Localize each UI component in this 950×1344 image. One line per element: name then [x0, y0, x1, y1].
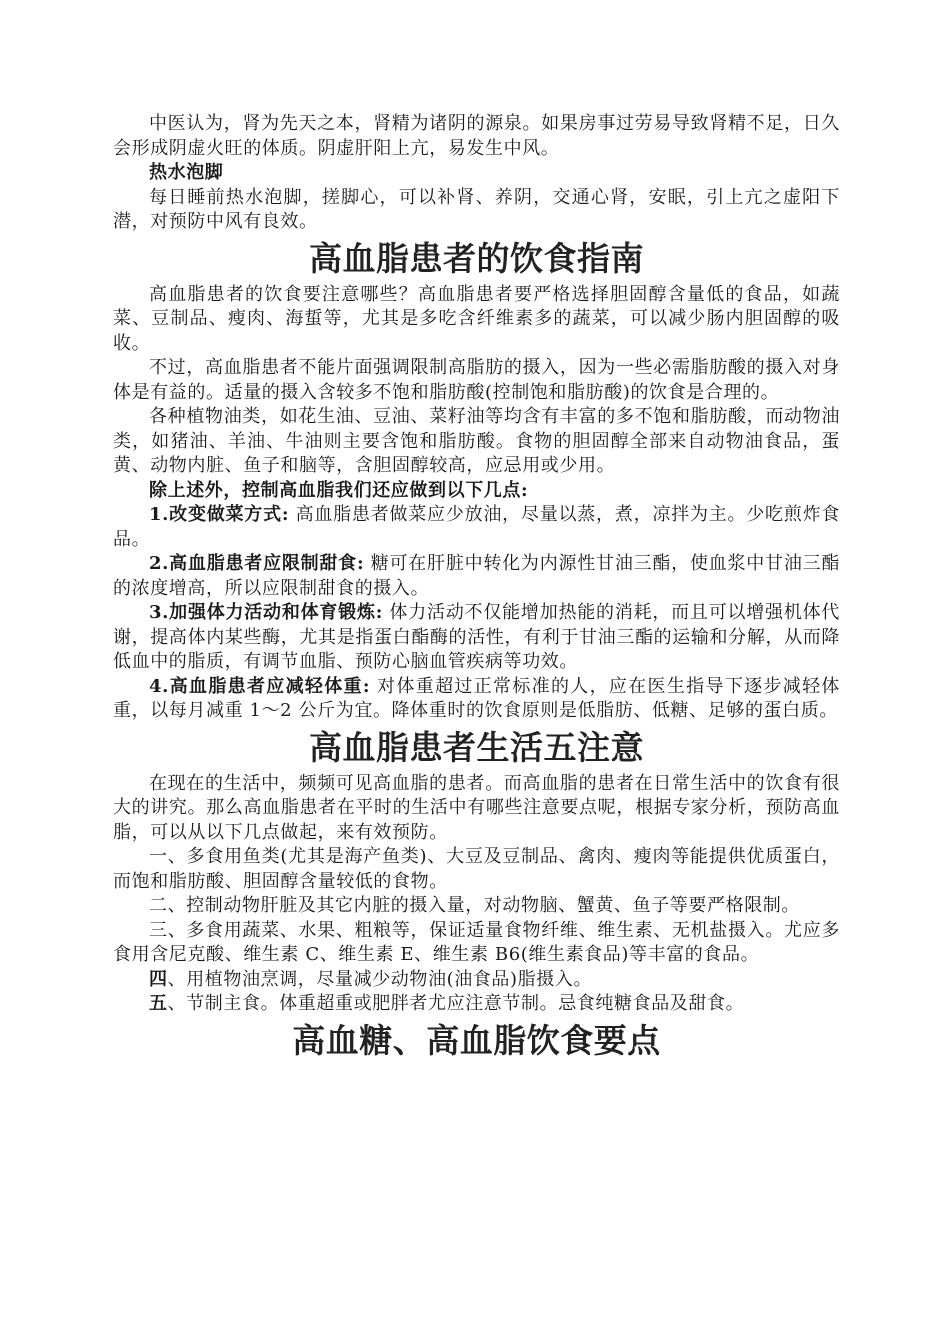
diet-point-2-text: 糖可在肝脏中转化为内源性甘油三酯，使血浆中甘油三酯的浓度增高，所以应限制甜食的摄入。: [113, 553, 840, 599]
diet-guide-paragraph-1: 高血脂患者的饮食要注意哪些？高血脂患者要严格选择胆固醇含量低的食品，如蔬菜、豆制品、瘦肉、海蜇等，尤其是多吃含纤维素多的蔬菜，可以减少肠内胆固醇的吸收。: [113, 283, 840, 354]
five-notes-item-1-lead: 一: [149, 846, 168, 867]
five-notes-item-4: [113, 968, 840, 993]
section-title-diet-guide: 高血脂患者的饮食指南: [309, 238, 644, 278]
five-notes-item-3: [113, 919, 840, 968]
diet-guide-paragraph-3: 各种植物油类，如花生油、豆油、菜籽油等均含有丰富的多不饱和脂肪酸，而动物油类，如猪油、羊油、牛油则主要含饱和脂肪酸。食物的胆固醇全部来自动物油食品，蛋黄、动物内脏、鱼子和脑等，含胆固醇较高，应忌用或少用。: [113, 406, 840, 476]
five-notes-item-4-text: 、用植物油烹调，尽量减少动物油(油食品)脂摄入。: [167, 968, 593, 990]
diet-point-3: [113, 601, 840, 675]
diet-point-1-text: 高血脂患者做菜应少放油，尽量以蒸，煮，凉拌为主。少吃煎炸食品。: [113, 504, 840, 550]
five-notes-paragraph-1: 在现在的生活中，频频可见高血脂的患者。而高血脂的患者在日常生活中的饮食有很大的讲究。那么高血脂患者在平时的生活中有哪些注意要点呢，根据专家分析，预防高血脂，可以从以下几点做起，来有效预防。: [113, 772, 840, 843]
five-notes-item-3-text: 、多食用蔬菜、水果、粗粮等，保证适量食物纤维、维生素、无机盐摄入。尤应多食用含尼克酸、维生素 C、维生素 E、维生素 B6(维生素食品)等丰富的食品。: [113, 919, 840, 965]
five-notes-item-5: [113, 992, 840, 1017]
five-notes-item-5-text: 、节制主食。体重超重或肥胖者尤应注意节制。忌食纯糖食品及甜食。: [167, 993, 745, 1014]
section-title-sugar-lipid: 高血糖、高血脂饮食要点: [292, 1020, 661, 1060]
five-notes-item-1: [113, 845, 840, 894]
five-notes-item-2-text: 、控制动物肝脏及其它内脏的摄入量，对动物脑、蟹黄、鱼子等要严格限制。: [167, 895, 801, 916]
intro-subheading: 热水泡脚: [149, 162, 224, 183]
section-title-five-notes: 高血脂患者生活五注意: [309, 727, 644, 767]
intro-paragraph: 中医认为，肾为先天之本，肾精为诸阴的源泉。如果房事过劳易导致肾精不足，日久会形成阴虚火旺的体质。阴虚肝阳上亢，易发生中风。: [113, 113, 840, 159]
five-notes-item-2-lead: 二: [149, 895, 168, 916]
document-page: [113, 112, 840, 1065]
diet-point-3-text: 体力活动不仅能增加热能的消耗，而且可以增强机体代谢，提高体内某些酶，尤其是指蛋白酯酶的活性，有利于甘油三酯的运输和分解，从而降低血中的脂质，有调节血脂、预防心脑血管疾病等功效。: [113, 602, 840, 672]
diet-point-4-text: 对体重超过正常标准的人，应在医生指导下逐步减轻体重，以每月减重 1～2 公斤为宜。降体重时的饮食原则是低脂肪、低糖、足够的蛋白质。: [113, 675, 840, 721]
intro-paragraph-2: 每日睡前热水泡脚，搓脚心，可以补肾、养阴，交通心肾，安眠，引上亢之虚阳下潜，对预防中风有良效。: [113, 186, 840, 232]
five-notes-item-5-lead: 五: [149, 993, 168, 1014]
diet-guide-points-intro: 除上述外，控制高血脂我们还应做到以下几点:: [149, 479, 529, 501]
five-notes-item-2: [113, 894, 840, 919]
diet-point-1: [113, 503, 840, 552]
diet-guide-paragraph-2: 不过，高血脂患者不能片面强调限制高脂肪的摄入，因为一些必需脂肪酸的摄入对身体是有益的。适量的摄入含较多不饱和脂肪酸(控制饱和脂肪酸)的饮食是合理的。: [113, 357, 840, 403]
five-notes-item-3-lead: 三: [149, 919, 168, 941]
five-notes-item-4-lead: 四: [149, 968, 168, 990]
diet-point-2-lead: 2.高血脂患者应限制甜食:: [149, 553, 365, 574]
five-notes-item-1-text: 、多食用鱼类(尤其是海产鱼类)、大豆及豆制品、禽肉、瘦肉等能提供优质蛋白，而饱和脂肪酸、胆固醇含量较低的食物。: [113, 846, 840, 892]
diet-point-3-lead: 3.加强体力活动和体育锻炼:: [149, 602, 383, 623]
diet-point-4-lead: 4.高血脂患者应减轻体重:: [149, 675, 371, 697]
diet-point-4: [113, 675, 840, 724]
diet-point-1-lead: 1.改变做菜方式:: [149, 504, 290, 525]
diet-point-2: [113, 552, 840, 601]
